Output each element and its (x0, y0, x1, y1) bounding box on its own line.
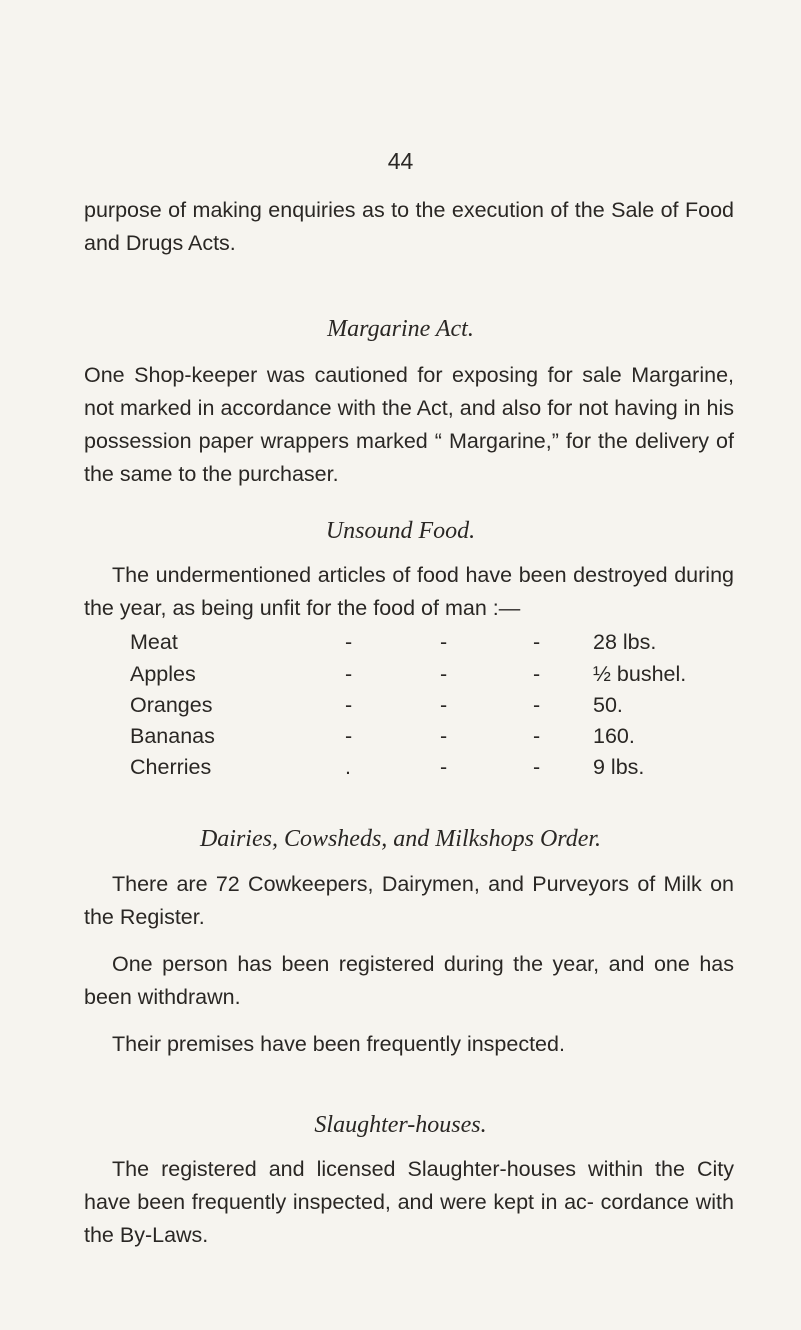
leader-dash: - (345, 724, 353, 748)
item-name: Oranges (130, 693, 213, 717)
margarine-heading: Margarine Act. (327, 316, 474, 342)
dairies-heading: Dairies, Cowsheds, and Milkshops Order. (199, 826, 602, 852)
leader-dash: - (440, 755, 448, 779)
leader-dash: - (533, 724, 541, 748)
page-number: 44 (387, 148, 414, 174)
leader-dash: - (345, 630, 353, 654)
dairies-paragraph-1: There are 72 Cowkeepers, Dairymen, and Purveyors of Milk on the Register. (84, 872, 734, 929)
item-quantity: 50. (593, 693, 623, 717)
dairies-paragraph-2: One person has been registered during the year, and one has been withdrawn. (84, 952, 734, 1009)
leader-dash: - (440, 693, 448, 717)
unsound-paragraph: The undermentioned articles of food have been destroyed during the year, as being unfit for the food of man :— (84, 563, 734, 620)
margarine-paragraph: One Shop-keeper was cautioned for exposing for sale Margarine, not marked in accordance with the Act, and also for not having in his possession paper wrappers marked “ Margarine,” for the delivery of the same to the purchaser. (84, 363, 734, 486)
item-quantity: 9 lbs. (593, 755, 645, 779)
item-quantity: ½ bushel. (593, 662, 687, 686)
item-name: Meat (130, 630, 178, 654)
slaughter-paragraph: The registered and licensed Slaughter-houses within the City have been frequently inspected, and were kept in ac- cordance with the By-Laws. (84, 1157, 734, 1247)
leader-dash: - (440, 630, 448, 654)
item-name: Cherries (130, 755, 212, 779)
intro-paragraph: purpose of making enquiries as to the execution of the Sale of Food and Drugs Acts. (84, 198, 734, 255)
dairies-paragraph-3: Their premises have been frequently inspected. (112, 1032, 565, 1056)
leader-dash: - (345, 693, 353, 717)
slaughter-heading: Slaughter-houses. (314, 1112, 487, 1138)
leader-dash: . (345, 755, 351, 779)
leader-dash: - (440, 724, 448, 748)
item-name: Apples (130, 662, 196, 686)
leader-dash: - (533, 693, 541, 717)
leader-dash: - (345, 662, 353, 686)
item-quantity: 160. (593, 724, 635, 748)
leader-dash: - (440, 662, 448, 686)
item-quantity: 28 lbs. (593, 630, 657, 654)
unsound-heading: Unsound Food. (325, 518, 476, 544)
item-name: Bananas (130, 724, 215, 748)
leader-dash: - (533, 630, 541, 654)
leader-dash: - (533, 662, 541, 686)
leader-dash: - (533, 755, 541, 779)
